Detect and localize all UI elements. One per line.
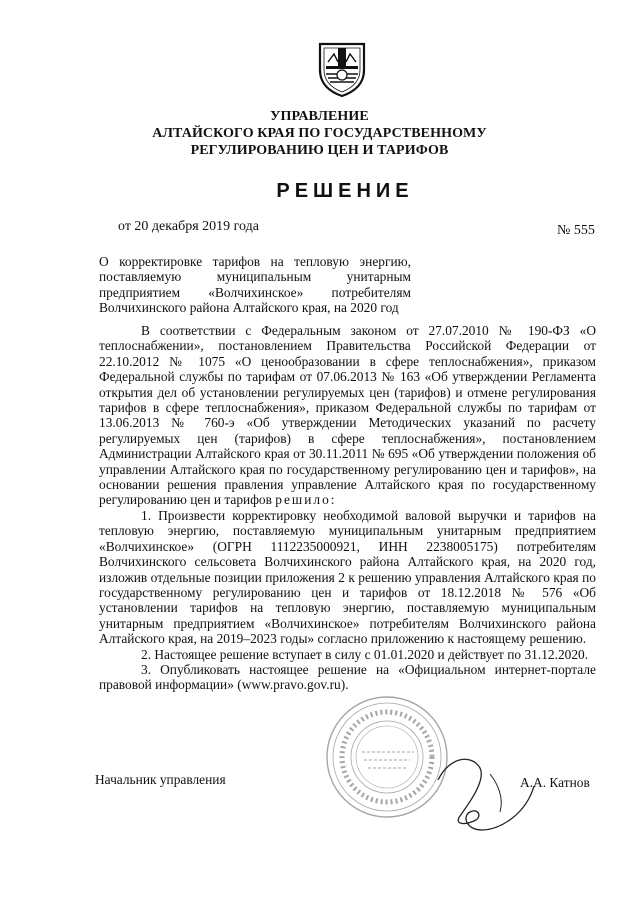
org-line-1: УПРАВЛЕНИЕ (270, 109, 369, 124)
preamble-text: В соответствии с Федеральным законом от 27.07.2010 № 190-ФЗ «О теплоснабжении», постановлением Правительства Российской Федерации от 22.10.2012 № 1075 «О ценообразовании в сфере теплоснабжения», приказом Федеральной службы по тарифам от 07.06.2013 № 163 «Об утверждении Регламента открытия дел об установлении регулируемых цен (тарифов) и отмене регулирования тарифов в сфере теплоснабжения», приказом Федеральной службы по тарифам от 13.06.2013 № 760-э «Об утверждении Методических указаний по расчету регулируемых цен (тарифов) в сфере теплоснабжения», постановлением Администрации Алтайского края от 30.11.2011 № 695 «Об утверждении положения об управлении Алтайского края по государственному регулированию цен и тарифов», на основании решения правления управление Алтайского края по государственному регулированию цен и тарифов (99, 323, 596, 508)
organization-header (0, 108, 639, 159)
document-body (99, 323, 596, 693)
decision-item-3: 3. Опубликовать настоящее решение на «Официальном интернет-портале правовой информации» (www.pravo.gov.ru). (99, 661, 596, 693)
signatory-position: Начальник управления (95, 772, 226, 787)
altai-krai-coat-of-arms-icon (316, 40, 368, 98)
decision-item-1: 1. Произвести корректировку необходимой валовой выручки и тарифов на тепловую энергию, поставляемую муниципальным унитарным предприятием «Волчихинское» (ОГРН 1112235000921, ИНН 2238005175) потребителям Волчихинского сельсовета Волчихинского района Алтайского края, на 2020 год, изложив отдельные позиции приложения 2 к решению управления Алтайского края по государственному регулированию цен и тарифов от 18.12.2018 № 576 «Об установлении тарифов на тепловую энергию, поставляемую муниципальным унитарным предприятием «Волчихинское» потребителям Волчихинского района Алтайского края, на 2019–2023 годы» согласно приложению к настоящему решению. (99, 507, 596, 647)
org-line-3: РЕГУЛИРОВАНИЮ ЦЕН И ТАРИФОВ (190, 143, 449, 158)
document-subject: О корректировке тарифов на тепловую энергию, поставляемую муниципальным унитарным предприятием «Волчихинское» потребителям Волчихинского района Алтайского края, на 2020 год (99, 254, 411, 315)
document-date: от 20 декабря 2019 года (118, 219, 259, 234)
preamble-paragraph (99, 323, 596, 508)
handwritten-signature-icon (430, 750, 540, 840)
document-type-title: РЕШЕНИЕ (276, 180, 414, 202)
signatory-name: А.А. Катнов (520, 775, 590, 790)
org-line-2: АЛТАЙСКОГО КРАЯ ПО ГОСУДАРСТВЕННОМУ (152, 126, 487, 141)
decision-item-2: 2. Настоящее решение вступает в силу с 01.01.2020 и действует по 31.12.2020. (141, 646, 589, 662)
document-number: № 555 (557, 223, 595, 238)
resolved-word: решило: (275, 492, 337, 508)
